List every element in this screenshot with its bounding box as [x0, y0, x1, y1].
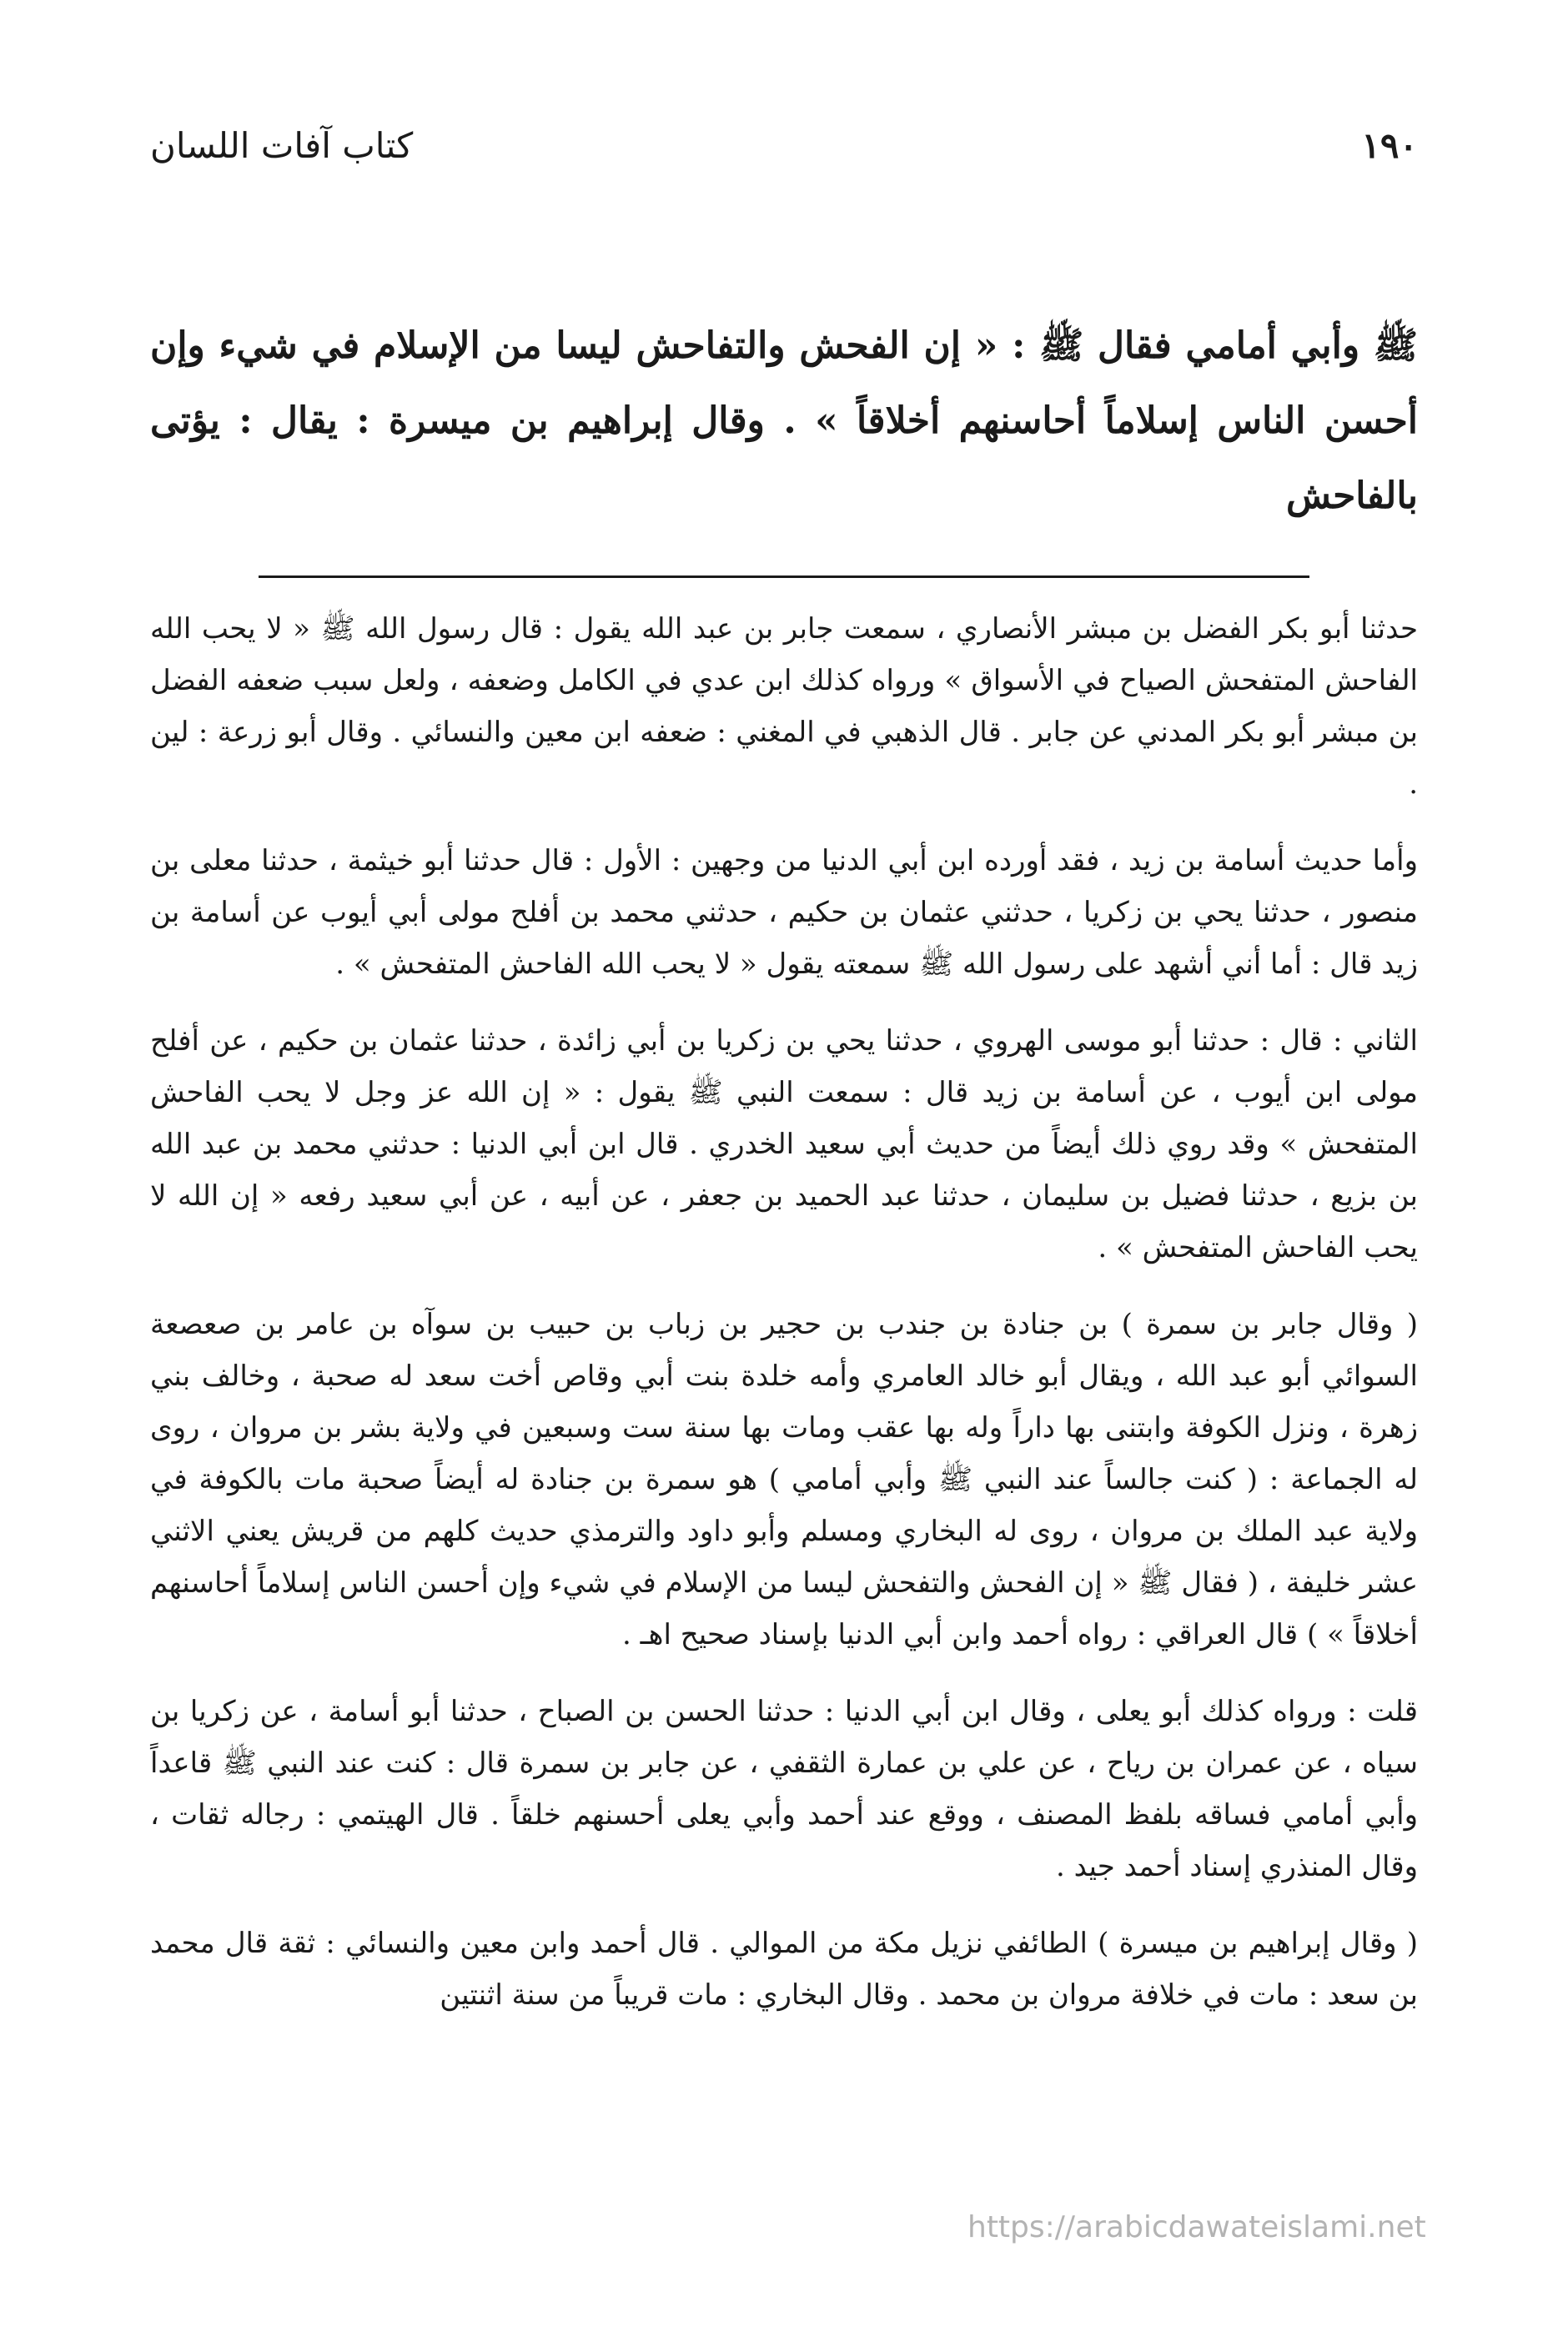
- divider-line: [259, 575, 1309, 578]
- note-paragraph: ( وقال جابر بن سمرة ) بن جنادة بن جندب بن حجير بن زباب بن حبيب بن سوآه بن عامر بن صعصعة السوائي أبو عبد الله ، ويقال أبو خالد العامري وأمه خلدة بنت أبي وقاص أخت سعد له صحبة ، وخالف بني زهرة ، ونزل الكوفة وابتنى بها داراً وله بها عقب ومات بها سنة ست وسبعين في ولاية بشر بن مروان ، روى له الجماعة : ( كنت جالساً عند النبي ﷺ وأبي أمامي ) هو سمرة بن جنادة له أيضاً صحبة مات بالكوفة في ولاية عبد الملك بن مروان ، روى له البخاري ومسلم وأبو داود والترمذي حديث كلهم من قريش يعني الاثني عشر خليفة ، ( فقال ﷺ « إن الفحش والتفحش ليسا من الإسلام في شيء وإن أحسن الناس إسلاماً أحاسنهم أخلاقاً » ) قال العراقي : رواه أحمد وابن أبي الدنيا بإسناد صحيح اهـ .: [150, 1308, 1418, 1651]
- book-page: [150, 125, 1418, 2046]
- book-title: كتاب آفات اللسان: [150, 125, 414, 166]
- main-text: ﷺ وأبي أمامي فقال ﷺ : « إن الفحش والتفاحش ليسا من الإسلام في شيء وإن أحسن الناس إسلاماً أحاسنهم أخلاقاً » . وقال إبراهيم بن ميسرة : يقال : يؤتى بالفاحش: [150, 324, 1418, 517]
- note-paragraph: حدثنا أبو بكر الفضل بن مبشر الأنصاري ، سمعت جابر بن عبد الله يقول : قال رسول الله ﷺ « لا يحب الله الفاحش المتفحش الصياح في الأسواق » ورواه كذلك ابن عدي في الكامل وضعفه ، ولعل سبب ضعفه الفضل بن مبشر أبو بكر المدني عن جابر . قال الذهبي في المغني : ضعفه ابن معين والنسائي . وقال أبو زرعة : لين .: [150, 612, 1418, 801]
- page-header: [150, 125, 1418, 200]
- note-paragraph: الثاني : قال : حدثنا أبو موسى الهروي ، حدثنا يحي بن زكريا بن أبي زائدة ، حدثنا عثمان بن حكيم ، عن أفلح مولى ابن أيوب ، عن أسامة بن زيد قال : سمعت النبي ﷺ يقول : « إن الله عز وجل لا يحب الفاحش المتفحش » وقد روي ذلك أيضاً من حديث أبي سعيد الخدري . قال ابن أبي الدنيا : حدثني محمد بن عبد الله بن بزيع ، حدثنا فضيل بن سليمان ، حدثنا عبد الحميد بن جعفر ، عن أبيه ، عن أبي سعيد رفعه « إن الله لا يحب الفاحش المتفحش » .: [150, 1024, 1418, 1264]
- note-paragraph: وأما حديث أسامة بن زيد ، فقد أورده ابن أبي الدنيا من وجهين : الأول : قال حدثنا أبو خيثمة ، حدثنا معلى بن منصور ، حدثنا يحي بن زكريا ، حدثني عثمان بن حكيم ، حدثني محمد بن أفلح مولى أبي أيوب عن أسامة بن زيد قال : أما أني أشهد على رسول الله ﷺ سمعته يقول « لا يحب الله الفاحش المتفحش » .: [150, 844, 1418, 981]
- page-number: ١٩٠: [1361, 125, 1418, 166]
- watermark-url: https://arabicdawateislami.net: [967, 2210, 1426, 2244]
- note-paragraph: ( وقال إبراهيم بن ميسرة ) الطائفي نزيل مكة من الموالي . قال أحمد وابن معين والنسائي : ثقة قال محمد بن سعد : مات في خلافة مروان بن محمد . وقال البخاري : مات قريباً من سنة اثنتين: [150, 1927, 1418, 2012]
- note-paragraph: قلت : ورواه كذلك أبو يعلى ، وقال ابن أبي الدنيا : حدثنا الحسن بن الصباح ، حدثنا أبو أسامة ، عن زكريا بن سياه ، عن عمران بن رياح ، عن علي بن عمارة الثقفي ، عن جابر بن سمرة قال : كنت عند النبي ﷺ قاعداً وأبي أمامي فساقه بلفظ المصنف ، ووقع عند أحمد وأبي يعلى أحسنهم خلقاً . قال الهيتمي : رجاله ثقات ، وقال المنذري إسناد أحمد جيد .: [150, 1695, 1418, 1883]
